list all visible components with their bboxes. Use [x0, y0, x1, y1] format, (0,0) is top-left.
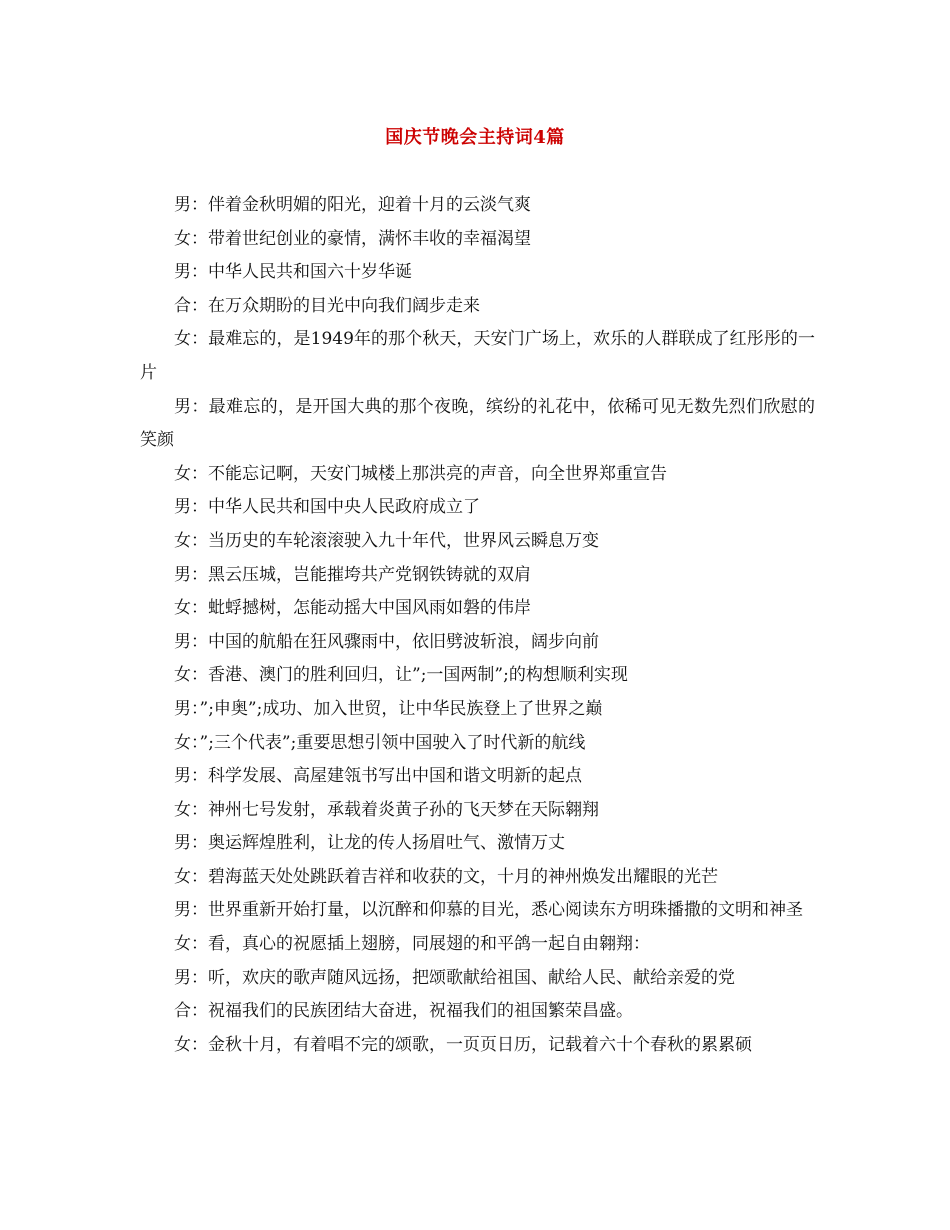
paragraph: 男：世界重新开始打量，以沉醉和仰慕的目光，悉心阅读东方明珠播撒的文明和神圣 [174, 900, 803, 921]
paragraph: 女：不能忘记啊，天安门城楼上那洪亮的声音，向全世界郑重宣告 [174, 463, 667, 484]
paragraph: 男：中国的航船在狂风骤雨中，依旧劈波斩浪，阔步向前 [174, 631, 599, 652]
paragraph: 男：听，欢庆的歌声随风远扬，把颂歌献给祖国、献给人民、献给亲爱的党 [174, 967, 735, 988]
paragraph: 合：祝福我们的民族团结大奋进，祝福我们的祖国繁荣昌盛。 [174, 1001, 633, 1022]
paragraph: 女：看，真心的祝愿插上翅膀，同展翅的和平鸽一起自由翱翔： [174, 934, 650, 955]
paragraph: 女：香港、澳门的胜利回归，让”;一国两制”;的构想顺利实现 [174, 665, 628, 686]
document-body [140, 189, 815, 1062]
paragraph: 女：当历史的车轮滚滚驶入九十年代，世界风云瞬息万变 [174, 530, 599, 551]
paragraph: 女：神州七号发射，承载着炎黄子孙的飞天梦在天际翱翔 [174, 799, 599, 820]
paragraph: 男：奥运辉煌胜利，让龙的传人扬眉吐气、激情万丈 [174, 833, 565, 854]
paragraph: 男：最难忘的，是开国大典的那个夜晚，缤纷的礼花中，依稀可见无数先烈们欣慰的笑颜 [140, 396, 815, 451]
paragraph: 女：带着世纪创业的豪情，满怀丰收的幸福渴望 [174, 228, 531, 249]
paragraph: 男：中华人民共和国中央人民政府成立了 [174, 497, 480, 518]
paragraph: 女：最难忘的，是1949年的那个秋天，天安门广场上，欢乐的人群联成了红彤彤的一片 [140, 329, 815, 383]
paragraph: 男：科学发展、高屋建瓴书写出中国和谐文明新的起点 [174, 766, 582, 787]
paragraph: 男：伴着金秋明媚的阳光，迎着十月的云淡气爽 [174, 195, 531, 215]
paragraph: 合：在万众期盼的目光中向我们阔步走来 [174, 295, 480, 316]
document-title: 国庆节晚会主持词4篇 [385, 127, 565, 148]
paragraph: 男：黑云压城，岂能摧垮共产党钢铁铸就的双肩 [174, 564, 531, 585]
paragraph: 男：”;申奥”;成功、加入世贸，让中华民族登上了世界之巅 [174, 698, 603, 719]
paragraph: 女：”;三个代表”;重要思想引领中国驶入了时代新的航线 [174, 732, 586, 753]
paragraph: 女：金秋十月，有着唱不完的颂歌，一页页日历，记载着六十个春秋的累累硕 [174, 1034, 752, 1055]
paragraph: 男：中华人民共和国六十岁华诞 [174, 262, 412, 283]
paragraph: 女：碧海蓝天处处跳跃着吉祥和收获的文，十月的神州焕发出耀眼的光芒 [174, 866, 718, 887]
paragraph: 女：蚍蜉撼树，怎能动摇大中国风雨如磐的伟岸 [174, 598, 531, 619]
